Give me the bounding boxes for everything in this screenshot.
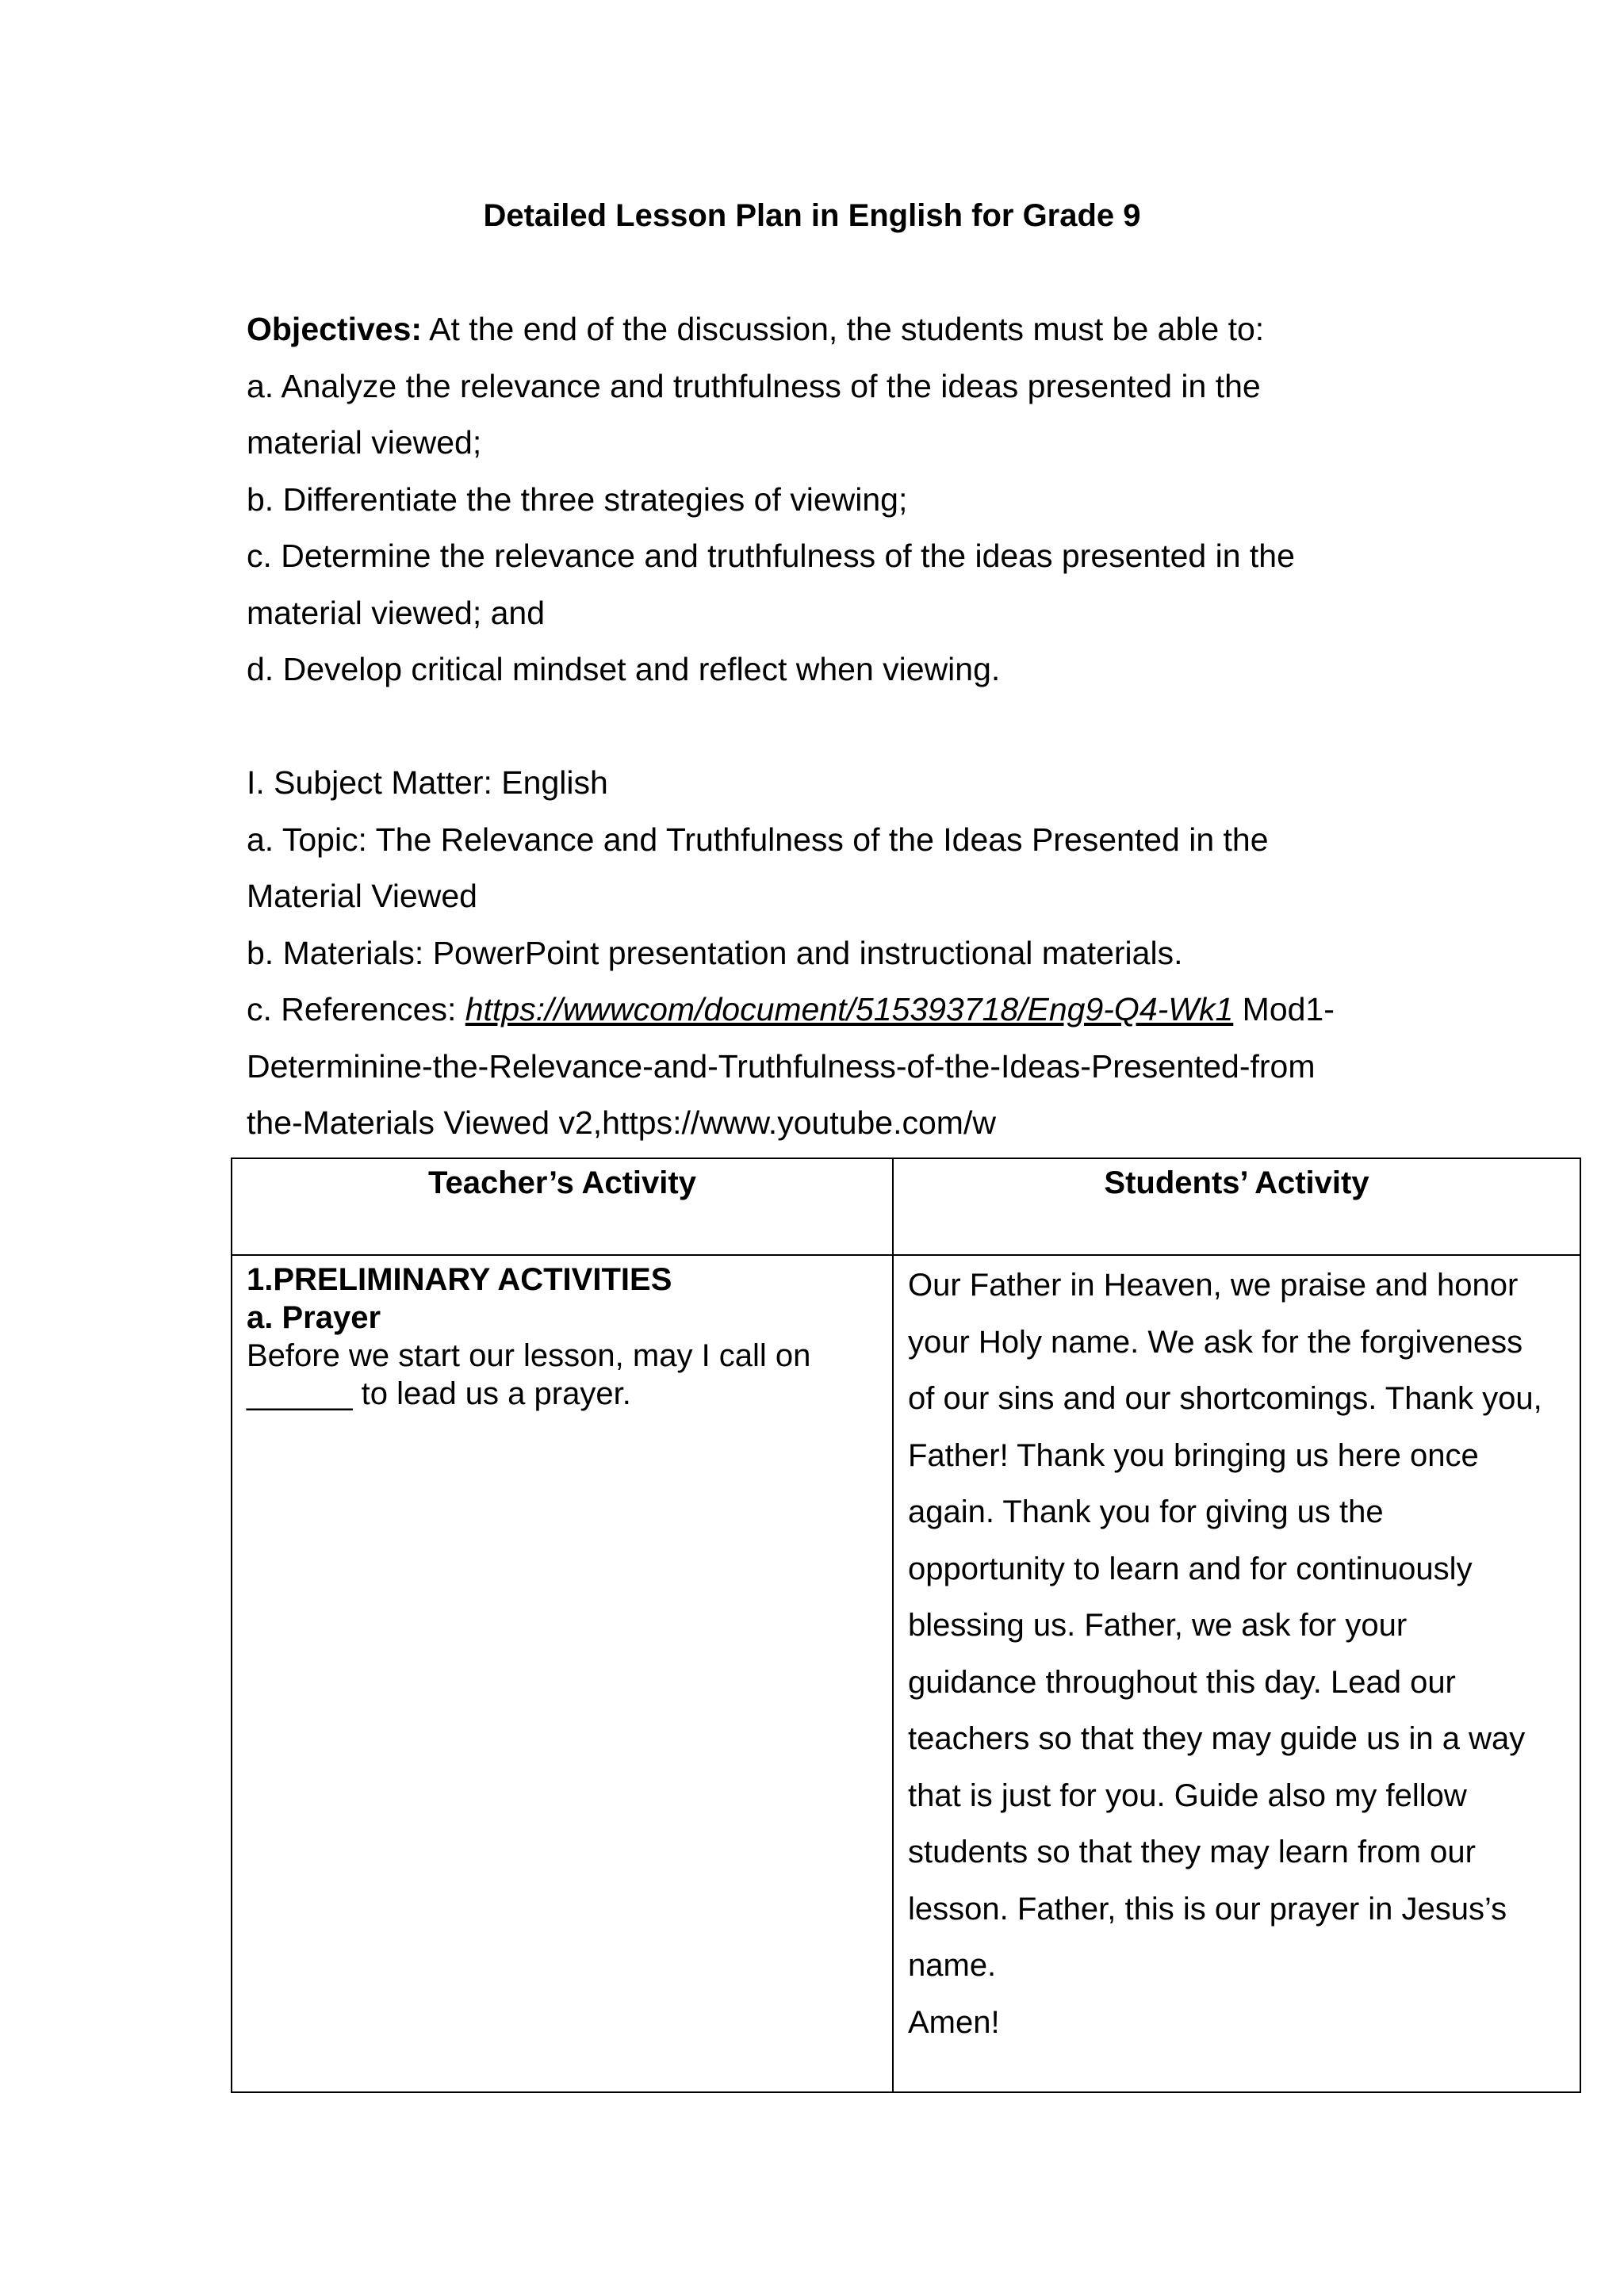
topic-line: a. Topic: The Relevance and Truthfulness of the Ideas Presented in the — [247, 821, 1269, 858]
subject-matter-heading: I. Subject Matter: English — [247, 764, 608, 801]
objective-line: c. Determine the relevance and truthfulness of the ideas presented in the — [247, 538, 1295, 574]
prayer-line: opportunity to learn and for continuously — [908, 1551, 1473, 1586]
prayer-line: Amen! — [908, 2004, 1000, 2040]
objective-line: a. Analyze the relevance and truthfulness of the ideas presented in the — [247, 367, 1261, 404]
prayer-line: your Holy name. We ask for the forgiveness — [908, 1324, 1523, 1360]
objectives-intro-line — [247, 301, 1436, 358]
table-header-row — [232, 1158, 1580, 1255]
teacher-instruction-line: ______ to lead us a prayer. — [247, 1376, 631, 1411]
prayer-line: guidance throughout this day. Lead our — [908, 1664, 1456, 1700]
prayer-line: teachers so that they may guide us in a way — [908, 1721, 1526, 1756]
document-title: Detailed Lesson Plan in English for Grade 9 — [483, 198, 1141, 233]
prayer-line: lesson. Father, this is our prayer in Jesus’s — [908, 1891, 1507, 1927]
references-line-3: the-Materials Viewed v2,https://www.youtube.com/w — [247, 1104, 996, 1141]
objective-line: material viewed; — [247, 424, 482, 461]
objective-line: d. Develop critical mindset and reflect when viewing. — [247, 651, 1001, 687]
references-line-2: Determinine-the-Relevance-and-Truthfulness-of-the-Ideas-Presented-from — [247, 1047, 1316, 1085]
references-label: c. References: — [247, 991, 465, 1027]
objective-line: material viewed; and — [247, 594, 546, 631]
teacher-header-cell — [232, 1158, 893, 1255]
objectives-section — [247, 301, 1436, 698]
references-link[interactable]: https://wwwcom/document/515393718/Eng9-Q4-Wk1 — [465, 991, 1234, 1027]
preliminary-activities-heading: 1.PRELIMINARY ACTIVITIES — [247, 1262, 672, 1297]
materials-line: b. Materials: PowerPoint presentation and instructional materials. — [247, 934, 1183, 971]
prayer-line: again. Thank you for giving us the — [908, 1494, 1384, 1529]
students-activity-cell — [893, 1255, 1580, 2092]
topic-line: Material Viewed — [247, 878, 477, 914]
objectives-intro: At the end of the discussion, the students must be able to: — [422, 311, 1265, 347]
references-after-link: Mod1- — [1233, 991, 1335, 1027]
prayer-line: name. — [908, 1948, 997, 1983]
prayer-line: students so that they may learn from our — [908, 1835, 1476, 1869]
teacher-instruction-line: Before we start our lesson, may I call on — [247, 1338, 811, 1373]
objective-line: b. Differentiate the three strategies of viewing; — [247, 480, 908, 518]
objectives-label: Objectives: — [247, 311, 423, 347]
prayer-line: Father! Thank you bringing us here once — [908, 1437, 1479, 1473]
prayer-subheading: a. Prayer — [247, 1300, 381, 1335]
table-row — [232, 1255, 1580, 2092]
prayer-line: Our Father in Heaven, we praise and honor — [908, 1268, 1519, 1303]
students-activity-header: Students’ Activity — [1104, 1165, 1369, 1200]
references-line — [247, 982, 1436, 1039]
activity-table — [231, 1158, 1581, 2093]
prayer-line: that is just for you. Guide also my fellow — [908, 1777, 1467, 1813]
prayer-line: blessing us. Father, we ask for your — [908, 1608, 1408, 1643]
subject-matter-section — [247, 755, 1436, 1152]
teacher-activity-header: Teacher’s Activity — [428, 1165, 696, 1200]
students-header-cell — [893, 1158, 1580, 1255]
teacher-activity-cell — [232, 1255, 893, 2092]
prayer-line: of our sins and our shortcomings. Thank you, — [908, 1381, 1542, 1416]
